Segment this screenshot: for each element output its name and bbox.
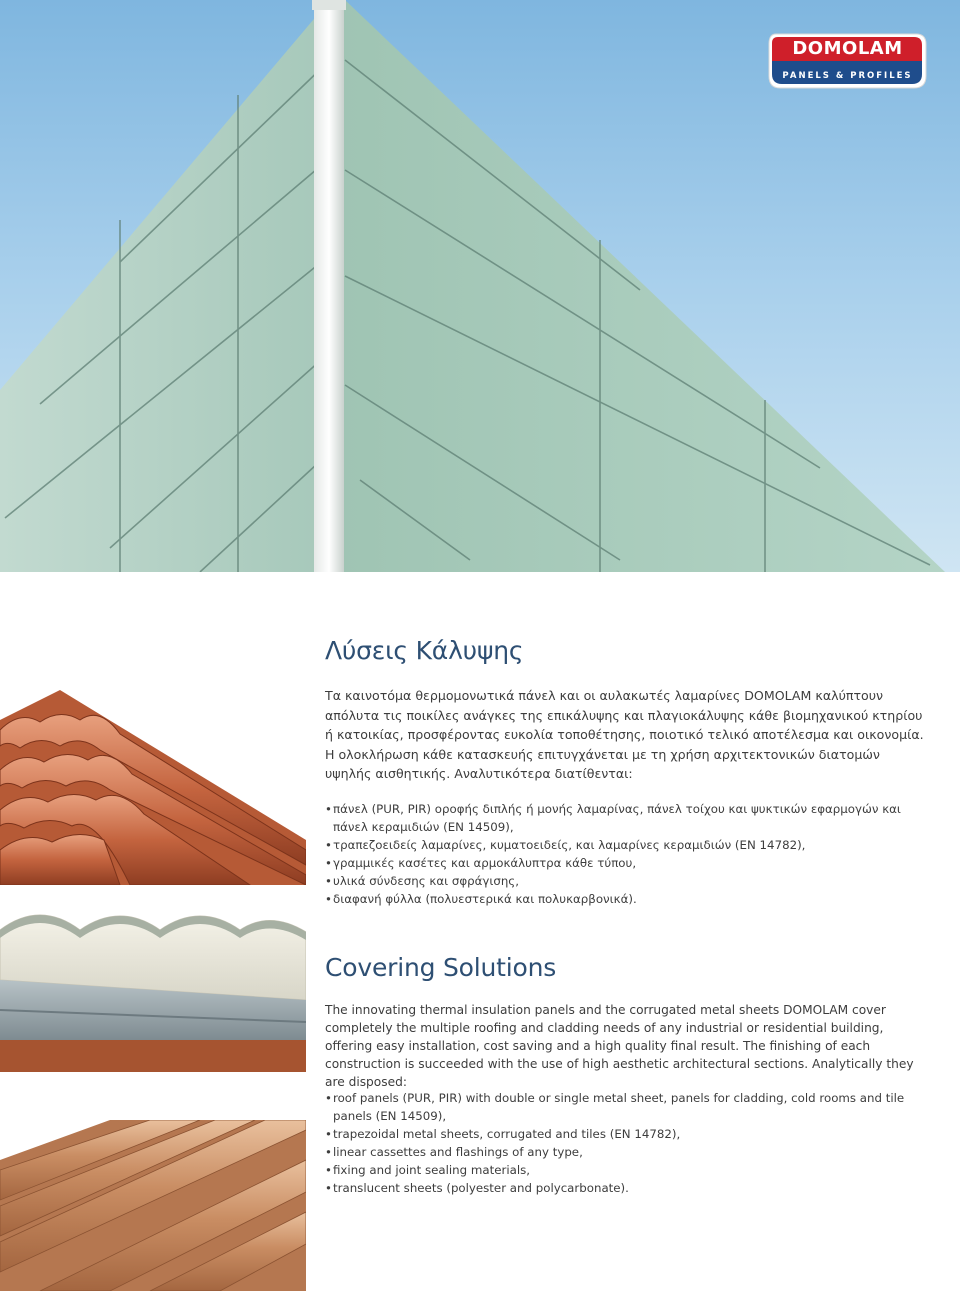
- list-item-text: linear cassettes and flashings of any type,: [333, 1145, 583, 1159]
- list-item: [325, 1143, 925, 1161]
- bullet: •: [325, 1091, 332, 1105]
- list-item: [325, 854, 925, 872]
- list-item: [325, 872, 925, 890]
- english-paragraph: The innovating thermal insulation panels and the corrugated metal sheets DOMOLAM cover completely the multiple roofing and cladding needs of any industrial or residential building, offering easy installation, cost saving and a high quality final result. The finishing of each construction is succeeded with the use of high aesthetic architectural sections. Analytically they are disposed:: [325, 1003, 914, 1089]
- insulated-panels-photo: [0, 890, 306, 1072]
- greek-title: Λύσεις Κάλυψης: [325, 636, 524, 665]
- list-item-text: υλικά σύνδεσης και σφράγισης,: [333, 874, 519, 888]
- list-item: [325, 1161, 925, 1179]
- english-title: Covering Solutions: [325, 953, 557, 982]
- greek-list: [325, 800, 925, 908]
- list-item-text: fixing and joint sealing materials,: [333, 1163, 531, 1177]
- list-item-text: διαφανή φύλλα (πολυεστερικά και πολυκαρβονικά).: [333, 892, 637, 906]
- bullet: •: [325, 892, 332, 906]
- logo-tagline-text: PANELS & PROFILES: [782, 71, 913, 81]
- list-item-text: roof panels (PUR, PIR) with double or single metal sheet, panels for cladding, cold rooms and tile panels (EN 14509),: [333, 1091, 905, 1123]
- bullet: •: [325, 1181, 332, 1195]
- logo-brand-text: DOMOLAM: [792, 38, 903, 59]
- list-item: [325, 1089, 925, 1125]
- list-item-text: τραπεζοειδείς λαμαρίνες, κυματοειδείς, και λαμαρίνες κεραμιδιών (EN 14782),: [333, 838, 806, 852]
- roof-tiles-photo: [0, 690, 306, 885]
- bullet: •: [325, 874, 332, 888]
- list-item-text: γραμμικές κασέτες και αρμοκάλυπτρα κάθε τύπου,: [333, 856, 637, 870]
- list-item: [325, 890, 925, 908]
- bullet: •: [325, 838, 332, 852]
- list-item: [325, 1179, 925, 1197]
- list-item: [325, 1125, 925, 1143]
- bullet: •: [325, 1127, 332, 1141]
- bullet: •: [325, 802, 332, 816]
- greek-paragraph: Τα καινοτόμα θερμομονωτικά πάνελ και οι αυλακωτές λαμαρίνες DOMOLAM καλύπτουν απόλυτα τις ποικίλες ανάγκες της επικάλυψης και πλαγιοκάλυψης κάθε βιομηχανικού κτηρίου ή κατοικίας, προσφέροντας ευκολία τοποθέτησης, ποιοτικό τελικό αποτέλεσμα και οικονομία. Η ολοκλήρωση κάθε κατασκευής επιτυγχάνεται με τη χρήση αρχιτεκτονικών διατομών υψηλής αισθητικής. Αναλυτικότερα διατίθενται:: [325, 688, 924, 781]
- corrugated-sheets-photo: [0, 1120, 306, 1291]
- list-item-text: trapezoidal metal sheets, corrugated and tiles (EN 14782),: [333, 1127, 681, 1141]
- list-item-text: πάνελ (PUR, PIR) οροφής διπλής ή μονής λαμαρίνας, πάνελ τοίχου και ψυκτικών εφαρμογών και πάνελ κεραμιδιών (EN 14509),: [333, 802, 901, 834]
- bullet: •: [325, 1145, 332, 1159]
- list-item: [325, 836, 925, 854]
- bullet: •: [325, 1163, 332, 1177]
- list-item: [325, 800, 925, 836]
- english-list: [325, 1089, 925, 1197]
- list-item-text: translucent sheets (polyester and polycarbonate).: [333, 1181, 629, 1195]
- bullet: •: [325, 856, 332, 870]
